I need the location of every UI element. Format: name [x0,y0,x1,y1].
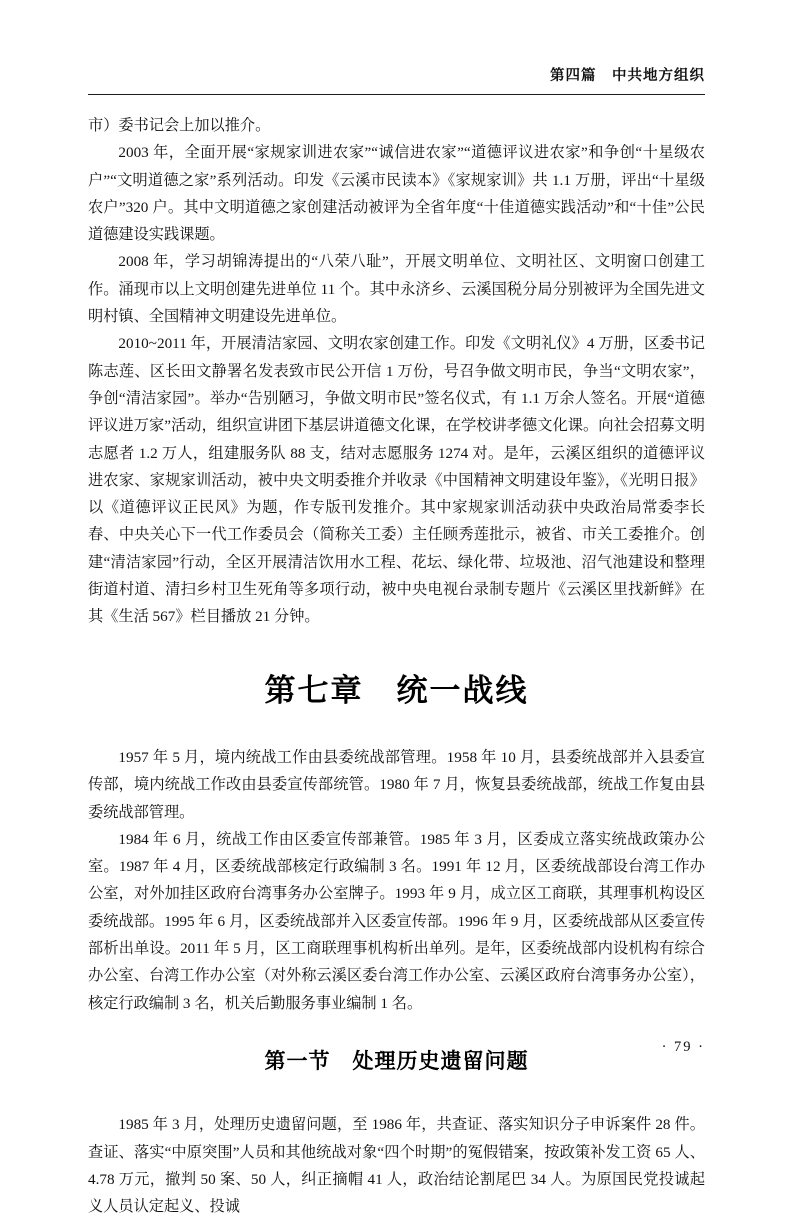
header-rule [88,94,705,95]
paragraph: 2003 年，全面开展“家规家训进农家”“诚信进农家”“道德评议进农家”和争创“十星级农户”“文明道德之家”系列活动。印发《云溪市民读本》《家规家训》共 1.1 万册，评出“十星级农户”320 户。其中文明道德之家创建活动被评为全省年度“十佳道德实践活动”和“十佳”公民道德建设实践课题。 [88,144,705,244]
paragraph: 1957 年 5 月，境内统战工作由县委统战部管理。1958 年 10 月，县委统战部并入县委宣传部，境内统战工作改由县委宣传部统管。1980 年 7 月，恢复县委统战部，统战工作复由县委统战部管理。 [88,748,705,821]
running-head-title: 第四篇 中共地方组织 [550,68,705,84]
body-text [88,112,705,1220]
section-title: 第一节 处理历史遗留问题 [264,1049,529,1073]
running-head [88,64,705,94]
paragraph-continuation: 市）委书记会上加以推介。 [88,117,271,134]
paragraph: 1985 年 3 月，处理历史遗留问题，至 1986 年，共查证、落实知识分子申诉案件 28 件。查证、落实“中原突围”人员和其他统战对象“四个时期”的冤假错案，按政策补发工资 65 人、4.78 万元，撤判 50 案、50 人，纠正摘帽 41 人，政治结论割尾巴 34 人。为原国民党投诚起义人员认定起义、投诚 [88,1116,705,1216]
paragraph: 2010~2011 年，开展清洁家园、文明农家创建工作。印发《文明礼仪》4 万册，区委书记陈志莲、区长田文静署名发表致市民公开信 1 万份，号召争做文明市民，争当“文明农家”，争创“清洁家园”。举办“告别陋习，争做文明市民”签名仪式，有 1.1 万余人签名。开展“道德评议进万家”活动，组织宣讲团下基层讲道德文化课，在学校讲孝德文化课。向社会招募文明志愿者 1.2 万人，组建服务队 88 支，结对志愿服务 1274 对。是年，云溪区组织的道德评议进农家、家规家训活动，被中央文明委推介并收录《中国精神文明建设年鉴》，《光明日报》以《道德评议正民风》为题，作专版刊发推介。其中家规家训活动获中央政治局常委李长春、中央关心下一代工作委员会（简称关工委）主任顾秀莲批示，被省、市关工委推介。创建“清洁家园”行动，全区开展清洁饮用水工程、花坛、绿化带、垃圾池、沼气池建设和整理街道村道、清扫乡村卫生死角等多项行动，被中央电视台录制专题片《云溪区里找新鲜》在其《生活 567》栏目播放 21 分钟。 [88,335,705,626]
paragraph: 2008 年，学习胡锦涛提出的“八荣八耻”，开展文明单位、文明社区、文明窗口创建工作。涌现市以上文明创建先进单位 11 个。其中永济乡、云溪国税分局分别被评为全国先进文明村镇、全国精神文明建设先进单位。 [88,253,705,326]
page-number: · 79 · [661,1039,705,1055]
paragraph: 1984 年 6 月，统战工作由区委宣传部兼管。1985 年 3 月，区委成立落实统战政策办公室。1987 年 4 月，区委统战部核定行政编制 3 名。1991 年 12 月，区委统战部设台湾工作办公室，对外加挂区政府台湾事务办公室牌子。1993 年 9 月，成立区工商联，其理事机构设区委统战部。1995 年 6 月，区委统战部并入区委宣传部。1996 年 9 月，区委统战部从区委宣传部析出单设。2011 年 5 月，区工商联理事机构析出单列。是年，区委统战部内设机构有综合办公室、台湾工作办公室（对外称云溪区委台湾工作办公室、云溪区政府台湾事务办公室），核定行政编制 3 名，机关后勤服务事业编制 1 名。 [88,830,705,1012]
chapter-title: 第七章 统一战线 [264,672,529,708]
